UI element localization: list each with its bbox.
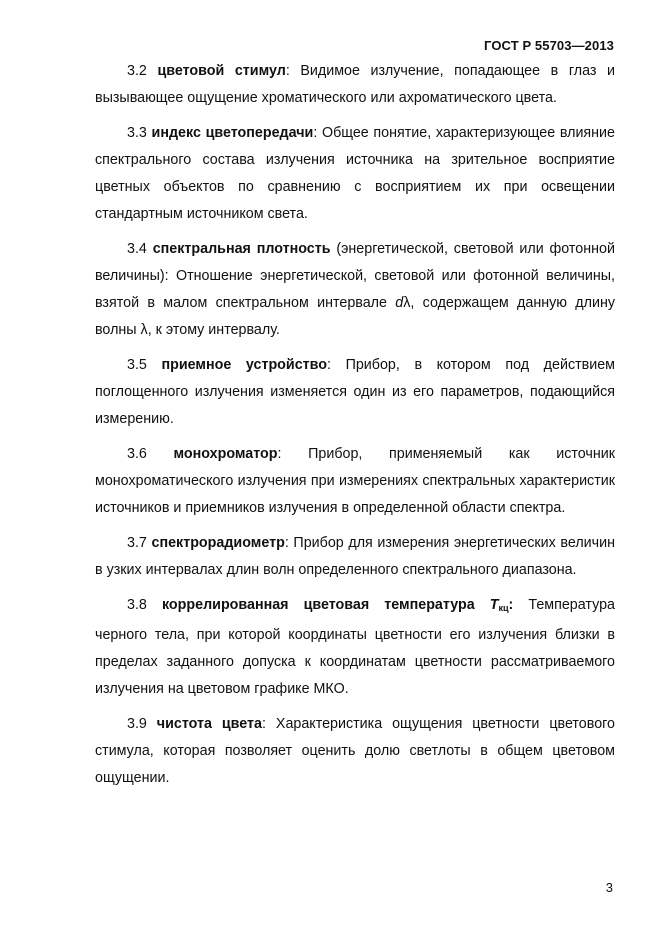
term-definition: : Общее понятие, характеризующее влияние спектрального состава излучения источника на зрительное восприятие цветных объектов по сравнению с восприятием их при освещении стандартным источником света. [95,125,615,222]
terms-section [95,58,615,800]
term-name: индекс цветопередачи [151,125,314,141]
document-code-header: ГОСТ Р 55703—2013 [484,38,614,53]
term-name: коррелированная цветовая температура [161,597,475,613]
term-3-6 [95,441,615,522]
term-definition: : Прибор для измерения энергетических величин в узких интервалах длин волн определенного спектрального диапазона. [95,535,615,578]
term-name: приемное устройство [161,357,327,373]
term-3-2 [95,58,615,112]
term-definition-end: λ, содержащем данную длину волны λ, к этому интервалу. [95,295,616,338]
temperature-subscript: кц [498,603,509,613]
page-number: 3 [605,880,613,895]
term-definition: : Прибор, в котором под действием поглощенного излучения изменяется один из его параметров, подающийся измерению. [95,357,616,427]
term-definition: : Прибор, применяемый как источник монохроматического излучения при измерениях спектральных характеристик источников и приемников излучения в определенной области спектра. [95,446,615,516]
term-name: спектральная плотность [152,241,331,257]
term-number: 3.9 [127,716,147,732]
term-3-3 [95,120,615,228]
term-name: цветовой стимул [157,63,286,79]
term-name: спектрорадиометр [151,535,285,551]
term-number: 3.7 [127,535,147,551]
term-colon: : [508,597,514,613]
term-name: чистота цвета [156,716,263,732]
term-name: монохроматор [173,446,278,462]
term-number: 3.3 [127,125,147,141]
term-3-4 [95,236,615,344]
term-number: 3.8 [127,597,147,613]
term-3-9 [95,711,615,792]
term-3-8 [95,592,615,703]
term-3-7 [95,530,615,584]
term-3-5 [95,352,615,433]
term-definition: Температура черного тела, при которой координаты цветности его излучения близки в пределах заданного допуска к координатам цветности рассматриваемого излучения на цветовом графике МКО. [95,597,615,697]
term-number: 3.4 [127,241,147,257]
term-number: 3.6 [127,446,147,462]
term-number: 3.2 [127,63,147,79]
term-definition: (энергетической, световой или фотонной величины): Отношение энергетической, световой или фотонной величины, взятой в малом спектральном интервале [95,241,615,311]
term-definition: : Характеристика ощущения цветности цветового стимула, которая позволяет оценить долю светлоты в общем цветовом ощущении. [95,716,615,786]
term-number: 3.5 [127,357,147,373]
differential-symbol: d [395,295,404,311]
temperature-symbol: T [489,597,499,613]
term-definition: : Видимое излучение, попадающее в глаз и вызывающее ощущение хроматического или ахроматического цвета. [95,63,615,106]
